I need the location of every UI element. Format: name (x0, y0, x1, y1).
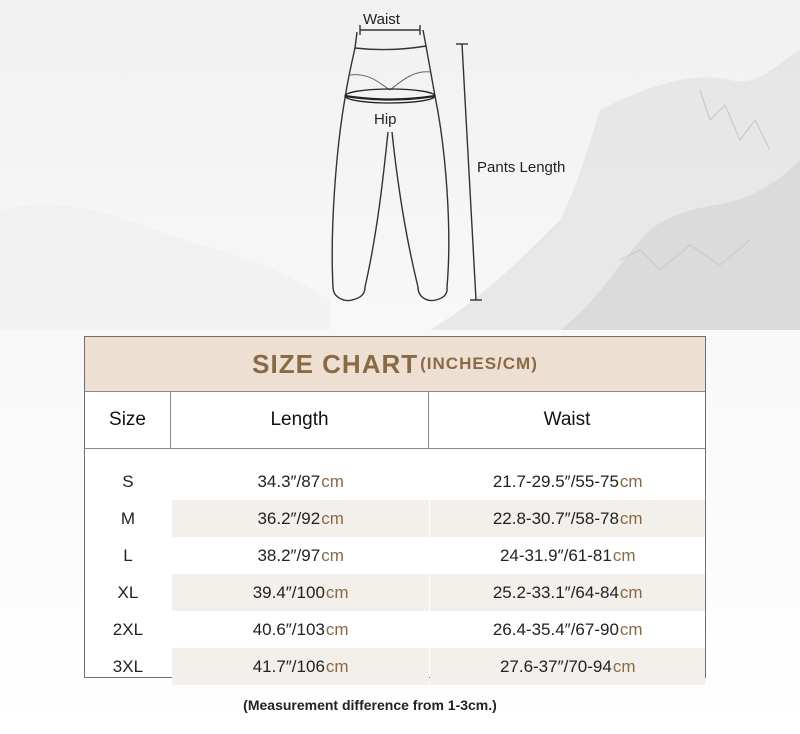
waist-cell: 24-31.9″/61-81 cm (499, 545, 636, 565)
table-row (85, 500, 705, 537)
length-cell: 39.4″/100 cm (172, 574, 430, 611)
table-row (85, 648, 705, 685)
waist-cell: 21.7-29.5″/55-75 cm (492, 471, 643, 491)
hip-label: Hip (374, 111, 397, 128)
pants-diagram (0, 0, 800, 320)
waist-cell: 25.2-33.1″/64-84 cm (430, 574, 705, 611)
header-size: Size (85, 392, 171, 448)
pants-length-label: Pants Length (477, 159, 566, 176)
table-row (85, 451, 705, 500)
table-row (85, 611, 705, 648)
measurement-note: (Measurement difference from 1-3cm.) (243, 697, 497, 713)
size-chart-title (85, 337, 705, 392)
header-length: Length (171, 392, 429, 448)
waist-cell: 26.4-35.4″/67-90 cm (492, 619, 643, 639)
waist-cell: 22.8-30.7″/58-78 cm (430, 500, 705, 537)
length-cell: 41.7″/106 cm (172, 648, 430, 685)
table-row (85, 574, 705, 611)
size-cell: L (123, 545, 133, 565)
size-cell: XL (117, 582, 139, 602)
title-subtitle: (INCHES/CM) (420, 354, 538, 373)
table-body (85, 449, 705, 685)
size-cell: 3XL (112, 656, 144, 676)
size-cell: 2XL (112, 619, 144, 639)
length-cell: 36.2″/92 cm (172, 500, 430, 537)
waist-label: Waist (363, 11, 400, 28)
size-chart-table (84, 336, 706, 678)
length-cell: 40.6″/103 cm (252, 619, 349, 639)
size-cell: S (122, 471, 134, 491)
length-cell: 38.2″/97 cm (257, 545, 344, 565)
waist-cell: 27.6-37″/70-94 cm (430, 648, 705, 685)
table-header-row (85, 392, 705, 449)
length-cell: 34.3″/87 cm (257, 471, 344, 491)
size-cell: M (120, 508, 136, 528)
header-waist: Waist (543, 409, 591, 430)
title-main: SIZE CHART (252, 348, 419, 379)
table-row (85, 537, 705, 574)
